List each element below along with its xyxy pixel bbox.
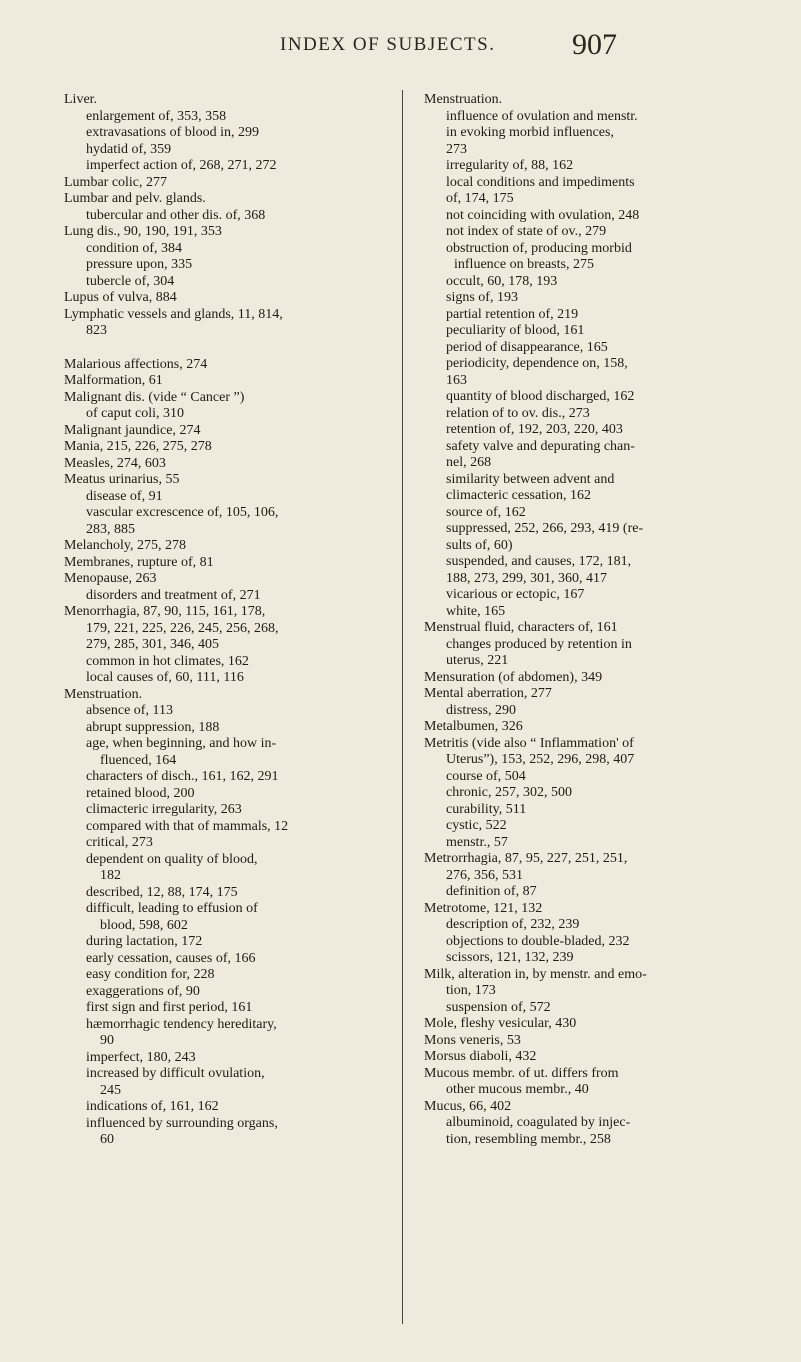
index-entry-line: of caput coli, 310 [86,406,184,421]
index-entry [424,785,754,802]
index-entry-line: common in hot climates, 162 [86,653,249,669]
running-title: INDEX OF SUBJECTS. [280,34,496,55]
index-entry [64,819,386,836]
index-entry [64,257,386,274]
index-entry-line: chronic, 257, 302, 500 [446,785,572,800]
index-entry-line: period of disappearance, 165 [446,339,608,355]
index-entry-line: Menorrhagia, 87, 90, 115, 161, 178, [64,604,266,619]
index-entry [424,604,754,621]
index-entry-line: hæmorrhagic tendency hereditary, [86,1016,277,1032]
index-entry-line: characters of disch., 161, 162, 291 [86,769,279,784]
index-entry [424,670,754,687]
index-column-right [424,92,754,1148]
index-entry-line: local causes of, 60, 111, 116 [86,670,244,685]
index-entry [424,851,754,884]
index-entry [64,571,386,588]
index-entry [424,967,754,1000]
index-entry-line: Melancholy, 275, 278 [64,538,186,553]
index-entry [424,686,754,703]
index-entry-line: retained blood, 200 [86,785,195,801]
index-entry-line: hydatid of, 359 [86,141,172,157]
index-entry [64,687,386,704]
index-entry-line: climacteric cessation, 162 [446,488,591,503]
index-entry [64,1050,386,1067]
index-entry [424,274,754,291]
index-entry [424,835,754,852]
index-entry [424,224,754,241]
index-entry [424,554,754,587]
index-entry [424,1000,754,1017]
index-entry [64,1000,386,1017]
index-entry-line: peculiarity of blood, 161 [446,323,585,338]
index-entry-line: Metritis (vide also “ Inflammation' of [424,735,634,751]
index-entry-line: in evoking morbid influences, [446,125,614,140]
index-entry-line: 163 [446,372,467,388]
index-entry-line: Mucus, 66, 402 [424,1098,512,1114]
index-entry [424,521,754,554]
index-entry-line: Metalbumen, 326 [424,719,523,734]
index-entry-line: disorders and treatment of, 271 [86,587,261,603]
index-entry-line: course of, 504 [446,768,526,784]
index-entry [424,620,754,637]
index-entry [64,142,386,159]
index-entry [424,389,754,406]
index-entry [424,736,754,769]
index-entry [64,208,386,225]
index-entry [424,934,754,951]
index-entry-line: safety valve and depurating chan- [446,438,635,454]
index-entry-line: Lupus of vulva, 884 [64,290,177,305]
index-entry-line: Mole, fleshy vesicular, 430 [424,1016,577,1031]
index-entry-line: 179, 221, 225, 226, 245, 256, 268, [86,620,279,636]
index-entry-line: Liver. [64,92,98,107]
index-entry [64,456,386,473]
index-entry [64,92,386,109]
index-entry [64,1099,386,1116]
index-entry [424,422,754,439]
index-entry [64,1066,386,1099]
index-entry-line: increased by difficult ovulation, [86,1066,265,1081]
index-entry [64,934,386,951]
index-entry-line: critical, 273 [86,835,153,850]
index-entry-line: periodicity, dependence on, 158, [446,356,628,371]
index-entry-line: changes produced by retention in [446,636,632,652]
index-entry-line: definition of, 87 [446,884,537,899]
index-entry-line: climacteric irregularity, 263 [86,802,242,817]
index-entry-line: influenced by surrounding organs, [86,1115,278,1131]
index-entry-line: influence of ovulation and menstr. [446,108,638,124]
index-entry [424,241,754,274]
index-entry-line: vascular excrescence of, 105, 106, [86,505,279,520]
index-entry-line: Mons veneris, 53 [424,1032,521,1048]
index-entry-line: 245 [100,1082,121,1098]
index-entry-line: suspended, and causes, 172, 181, [446,554,632,569]
index-entry [424,505,754,522]
index-entry [64,967,386,984]
index-entry [64,241,386,258]
index-entry [64,290,386,307]
index-entry-line: quantity of blood discharged, 162 [446,389,635,404]
index-entry-line: Malignant dis. (vide “ Cancer ”) [64,389,245,405]
index-entry-line: 60 [100,1132,114,1147]
index-entry-line: signs of, 193 [446,290,518,305]
index-entry [64,835,386,852]
index-entry [424,290,754,307]
index-entry [64,390,386,407]
index-entry [64,951,386,968]
index-entry [424,158,754,175]
index-entry-line: source of, 162 [446,504,526,520]
index-entry-line: Menstruation. [424,92,503,107]
index-entry [64,505,386,538]
index-entry-line: Morsus diaboli, 432 [424,1049,537,1064]
index-entry-line: irregularity of, 88, 162 [446,158,574,173]
index-entry [64,769,386,786]
index-entry [424,818,754,835]
index-entry [424,802,754,819]
index-entry-line: local conditions and impediments [446,174,635,190]
index-entry-line: Milk, alteration in, by menstr. and emo- [424,966,647,982]
index-entry [64,125,386,142]
index-entry [424,208,754,225]
index-entry [64,175,386,192]
index-entry-line: absence of, 113 [86,703,173,718]
index-entry-line: Mania, 215, 226, 275, 278 [64,439,212,454]
index-entry-line: curability, 511 [446,801,527,817]
index-entry [64,423,386,440]
index-entry [424,769,754,786]
index-entry-line: obstruction of, producing morbid [446,240,632,256]
index-entry [424,917,754,934]
index-entry-line: objections to double-bladed, 232 [446,933,630,949]
index-entry [64,191,386,208]
index-entry-line: Measles, 274, 603 [64,455,166,471]
index-entry-line: tubercular and other dis. of, 368 [86,207,266,223]
index-entry-line: Malarious affections, 274 [64,356,208,372]
index-entry [64,852,386,885]
index-entry [64,802,386,819]
index-entry-line: partial retention of, 219 [446,306,579,322]
index-entry-line: dependent on quality of blood, [86,851,258,867]
index-entry-line: 283, 885 [86,521,135,537]
index-entry [424,109,754,159]
index-entry [424,637,754,670]
index-entry-line: Metrotome, 121, 132 [424,900,543,916]
index-entry-line: relation of to ov. dis., 273 [446,405,590,421]
index-entry-line: extravasations of blood in, 299 [86,125,260,140]
index-entry [64,720,386,737]
index-entry-line: Metrorrhagia, 87, 95, 227, 251, 251, [424,851,628,866]
index-entry-line: Lumbar and pelv. glands. [64,191,206,206]
index-entry-line: tion, 173 [446,983,496,998]
index-column-left [64,92,386,1149]
index-entry-line: 90 [100,1033,114,1048]
index-entry-line: Menopause, 263 [64,571,157,586]
index-entry [64,555,386,572]
index-entry-line: Meatus urinarius, 55 [64,472,180,487]
index-entry [424,884,754,901]
index-entry [424,340,754,357]
index-entry [64,1017,386,1050]
column-divider [402,90,403,1324]
index-entry-line: suspension of, 572 [446,999,551,1015]
index-entry [424,1066,754,1099]
index-entry-line: white, 165 [446,603,506,619]
index-entry-line: menstr., 57 [446,834,508,850]
index-entry-line: of, 174, 175 [446,191,514,206]
index-entry-line: sults of, 60) [446,537,513,553]
index-entry-line: occult, 60, 178, 193 [446,273,558,289]
index-entry-line: pressure upon, 335 [86,257,193,272]
index-entry-line: abrupt suppression, 188 [86,719,220,735]
index-entry [424,1049,754,1066]
index-entry [64,703,386,720]
index-entry [424,92,754,109]
index-entry [64,224,386,241]
index-entry-line: Mensuration (of abdomen), 349 [424,669,603,685]
index-entry [424,1016,754,1033]
index-entry-line: Lung dis., 90, 190, 191, 353 [64,224,222,239]
index-entry [424,472,754,505]
index-entry-line: other mucous membr., 40 [446,1082,589,1097]
index-entry [64,109,386,126]
index-entry-line: not coinciding with ovulation, 248 [446,207,640,223]
index-entry-line: uterus, 221 [446,653,509,668]
index-entry [64,604,386,654]
index-entry [424,406,754,423]
index-entry-line: not index of state of ov., 279 [446,224,607,239]
index-entry-line: Membranes, rupture of, 81 [64,554,214,570]
index-entry [424,307,754,324]
index-entry-line: fluenced, 164 [100,752,177,768]
index-entry-line: disease of, 91 [86,488,163,504]
index-entry [64,307,386,340]
index-entry [64,158,386,175]
index-entry-line: imperfect action of, 268, 271, 272 [86,158,277,173]
index-entry [64,274,386,291]
index-entry [64,736,386,769]
index-entry-line: age, when beginning, and how in- [86,736,277,751]
index-entry-line: scissors, 121, 132, 239 [446,950,574,965]
index-entry-line: difficult, leading to effusion of [86,901,258,916]
index-entry-line: Mental aberration, 277 [424,686,552,701]
index-entry-line: cystic, 522 [446,818,507,833]
index-entry-line: imperfect, 180, 243 [86,1049,196,1065]
index-entry-line: easy condition for, 228 [86,967,215,982]
index-entry-line: 182 [100,868,121,883]
index-entry [64,439,386,456]
index-entry [424,356,754,389]
index-entry [64,901,386,934]
index-entry [64,654,386,671]
index-entry-line: distress, 290 [446,702,516,718]
index-entry-line: similarity between advent and [446,471,615,487]
index-entry [424,950,754,967]
index-entry [64,373,386,390]
index-entry-line: exaggerations of, 90 [86,983,200,999]
index-entry [64,1116,386,1149]
index-entry-line: albuminoid, coagulated by injec- [446,1115,631,1130]
index-entry [64,984,386,1001]
index-entry-line: early cessation, causes of, 166 [86,950,256,966]
index-entry [64,588,386,605]
index-entry-line: 823 [86,323,107,338]
index-entry-line: Lumbar colic, 277 [64,174,168,190]
index-entry [64,406,386,423]
index-entry-line: 273 [446,141,467,157]
index-entry-line: nel, 268 [446,455,492,470]
index-entry [424,1099,754,1116]
index-entry [424,901,754,918]
index-entry-line: tubercle of, 304 [86,273,175,289]
index-entry-line: blood, 598, 602 [100,917,188,933]
index-entry [64,489,386,506]
index-entry [64,786,386,803]
index-entry [424,439,754,472]
index-entry-line: suppressed, 252, 266, 293, 419 (re- [446,521,644,536]
index-entry-line: described, 12, 88, 174, 175 [86,884,238,900]
index-entry-line: condition of, 384 [86,240,183,256]
index-entry [424,1033,754,1050]
index-entry-line: enlargement of, 353, 358 [86,108,227,124]
index-entry-line: 279, 285, 301, 346, 405 [86,637,219,652]
index-entry-line: Menstruation. [64,686,143,702]
index-entry [424,1115,754,1148]
page-number: 907 [572,28,617,61]
index-entry [424,323,754,340]
index-entry [64,472,386,489]
index-entry-line: retention of, 192, 203, 220, 403 [446,422,623,437]
index-entry-line: compared with that of mammals, 12 [86,818,289,834]
index-entry [424,587,754,604]
index-entry-line: influence on breasts, 275 [454,257,594,272]
index-entry-line: during lactation, 172 [86,934,203,949]
index-entry-line: Uterus”), 153, 252, 296, 298, 407 [446,752,635,767]
index-entry-line: vicarious or ectopic, 167 [446,587,585,602]
index-entry-line: indications of, 161, 162 [86,1099,219,1114]
index-entry-line: 276, 356, 531 [446,867,523,883]
page-header [0,28,801,64]
index-entry [64,357,386,374]
index-entry-line: Malignant jaundice, 274 [64,422,201,438]
index-entry-line: 188, 273, 299, 301, 360, 417 [446,570,607,586]
index-entry-line: Menstrual fluid, characters of, 161 [424,620,618,635]
index-entry-line: Lymphatic vessels and glands, 11, 814, [64,306,283,322]
index-entry [424,719,754,736]
index-entry [424,703,754,720]
index-entry-line: description of, 232, 239 [446,917,580,932]
index-entry-line: tion, resembling membr., 258 [446,1131,611,1147]
index-entry [424,175,754,208]
index-entry [64,885,386,902]
index-entry [64,538,386,555]
index-entry [64,670,386,687]
index-entry-line: Mucous membr. of ut. differs from [424,1065,619,1081]
index-entry-line: Malformation, 61 [64,373,163,388]
index-entry-line: first sign and first period, 161 [86,1000,253,1015]
